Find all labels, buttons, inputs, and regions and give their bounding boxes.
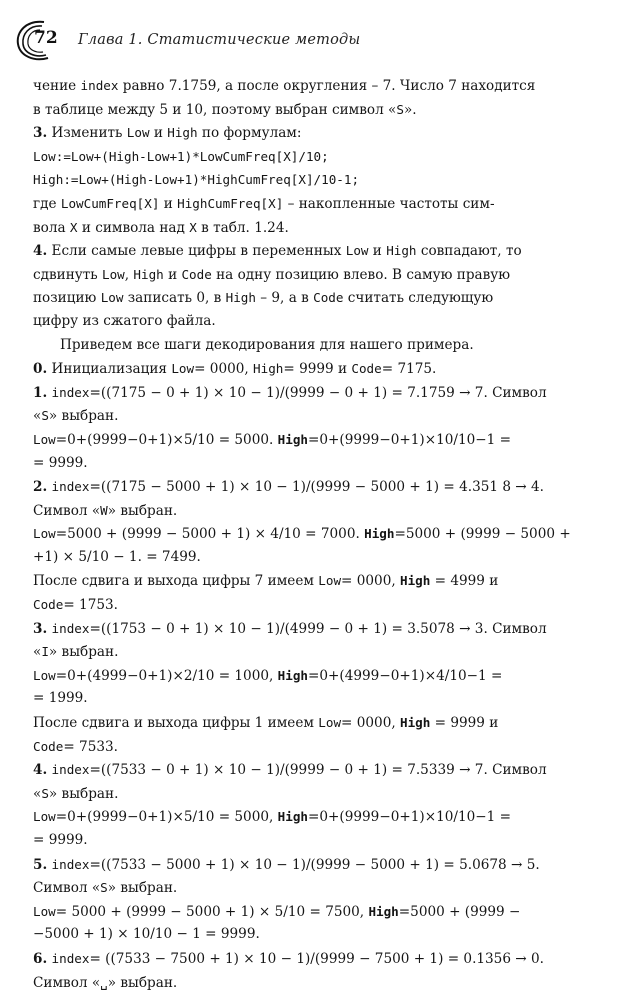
text-run: и символа над	[77, 219, 190, 236]
code-identifier: Code	[33, 738, 64, 754]
text-run: −5000 + 1) × 10/10 − 1 = 9999.	[33, 926, 260, 943]
text-run: записать 0, в	[123, 290, 226, 307]
text-line	[33, 98, 571, 122]
text-run: Символ «	[33, 974, 101, 991]
code-identifier: S	[100, 880, 108, 896]
text-line	[33, 428, 571, 452]
text-run: ,	[124, 266, 134, 283]
text-line	[33, 569, 571, 593]
step-number: 3.	[33, 125, 48, 142]
code-identifier: High	[277, 431, 308, 447]
code-identifier: index	[51, 950, 90, 966]
step-number: 0.	[33, 361, 48, 378]
text-line	[33, 758, 571, 782]
code-identifier: High:=Low+(High-Low+1)*HighCumFreq[X]/10-1;	[33, 172, 360, 188]
text-run: » выбран.	[48, 785, 119, 802]
text-run: «	[33, 785, 42, 802]
text-run: » выбран.	[48, 408, 119, 425]
code-identifier: Low	[33, 903, 56, 919]
step-number: 1.	[33, 384, 48, 401]
step-number: 5.	[33, 856, 48, 873]
text-line	[33, 711, 571, 735]
text-line	[33, 121, 571, 145]
code-identifier: High	[368, 903, 399, 919]
text-run: =5000 + (9999 −	[398, 903, 521, 920]
text-run: Если самые левые цифры в переменных	[47, 243, 346, 260]
text-run: и	[163, 266, 182, 283]
text-run: » выбран.	[48, 644, 119, 661]
text-run: Символ «	[33, 880, 101, 897]
text-run: в таблице между 5 и 10, поэтому выбран символ «	[33, 101, 397, 118]
code-identifier: High	[277, 667, 308, 683]
text-run: в табл. 1.24.	[196, 219, 289, 236]
text-line	[33, 735, 571, 759]
text-run: вола	[33, 219, 70, 236]
text-line	[33, 923, 571, 947]
text-run: =0+(9999−0+1)×10/10−1 =	[308, 431, 512, 448]
text-run: » выбран.	[107, 502, 178, 519]
text-line	[33, 404, 571, 428]
text-run: = 5000 + (9999 − 5000 + 1) × 5/10 = 7500,	[55, 903, 369, 920]
code-identifier: index	[51, 620, 90, 636]
step-number: 2.	[33, 479, 48, 496]
code-identifier: Low	[345, 243, 369, 259]
code-identifier: index	[51, 856, 90, 872]
text-run: = 0000,	[341, 573, 400, 590]
code-identifier: S	[41, 408, 49, 424]
text-line	[33, 522, 571, 546]
step-number: 6.	[33, 950, 48, 967]
text-run: =((7533 − 0 + 1) × 10 − 1)/(9999 − 0 + 1) = 7.5339 → 7. Символ	[89, 762, 547, 779]
text-line	[33, 452, 571, 476]
code-identifier: Code	[313, 290, 344, 306]
code-identifier: Code	[181, 266, 212, 282]
text-run: = ((7533 − 7500 + 1) × 10 − 1)/(9999 − 7500 + 1) = 0.1356 → 0.	[89, 950, 544, 967]
code-identifier: index	[51, 762, 90, 778]
text-run: » выбран.	[107, 974, 178, 991]
text-run: = 0000,	[341, 715, 400, 732]
code-identifier: index	[80, 78, 119, 93]
code-identifier: Low	[33, 431, 56, 447]
text-run: =0+(9999−0+1)×5/10 = 5000.	[55, 431, 278, 448]
text-run: Символ «	[33, 502, 101, 519]
code-identifier: High	[133, 266, 164, 282]
code-identifier: S	[41, 785, 49, 801]
text-run: по формулам:	[197, 125, 302, 142]
text-line	[33, 593, 571, 617]
text-line	[33, 782, 571, 806]
text-line	[33, 805, 571, 829]
text-run: равно 7.1759, а после округления – 7. Число 7 находится	[118, 78, 536, 94]
page-number: 72	[34, 28, 58, 48]
text-run: где	[33, 195, 61, 212]
text-run: = 7533.	[63, 738, 118, 755]
text-line	[33, 971, 571, 995]
text-run: =0+(9999−0+1)×10/10−1 =	[308, 809, 512, 826]
code-identifier: High	[277, 809, 308, 825]
text-line	[33, 381, 571, 405]
text-run: совпадают, то	[416, 243, 522, 260]
text-run: = 0000,	[194, 361, 254, 378]
text-run: =((7533 − 5000 + 1) × 10 − 1)/(9999 − 5000 + 1) = 5.0678 → 5.	[89, 856, 540, 873]
text-run: и	[149, 125, 168, 142]
text-run: на одну позицию влево. В самую правую	[211, 266, 511, 283]
text-run: – накопленные частоты сим-	[283, 195, 495, 212]
text-line	[33, 239, 571, 263]
code-identifier: ␣	[100, 974, 108, 990]
step-number: 3.	[33, 620, 48, 637]
text-line	[33, 192, 571, 216]
text-run: = 1999.	[33, 690, 88, 707]
text-run: = 9999 и	[430, 715, 499, 732]
text-run: = 7175.	[381, 361, 437, 378]
step-number: 4.	[33, 243, 48, 260]
text-run: +1) × 5/10 − 1. = 7499.	[33, 548, 201, 565]
page-number-badge	[14, 18, 74, 62]
text-line	[33, 310, 571, 334]
text-run: =((7175 − 5000 + 1) × 10 − 1)/(9999 − 5000 + 1) = 4.351 8 → 4.	[89, 479, 544, 496]
text-line	[33, 263, 571, 287]
text-run: После сдвига и выхода цифры 1 имеем	[33, 715, 319, 732]
text-line	[33, 900, 571, 924]
code-identifier: W	[100, 502, 108, 518]
text-run: =((7175 − 0 + 1) × 10 − 1)/(9999 − 0 + 1) = 7.1759 → 7. Символ	[89, 384, 547, 401]
text-run: После сдвига и выхода цифры 7 имеем	[33, 573, 319, 590]
chapter-title: Глава 1. Статистические методы	[78, 32, 361, 48]
code-identifier: Low	[33, 526, 56, 542]
text-run: = 9999.	[33, 832, 88, 848]
text-run: и	[368, 243, 387, 260]
text-run: » выбран.	[107, 880, 178, 897]
code-identifier: High	[364, 526, 395, 542]
code-identifier: High	[399, 573, 431, 589]
code-identifier: X	[69, 219, 78, 235]
page-header	[14, 18, 614, 62]
text-run: цифру из сжатого файла.	[33, 312, 216, 329]
code-identifier: index	[51, 384, 90, 400]
text-run: «	[33, 644, 42, 661]
text-line	[33, 168, 571, 192]
code-identifier: Low	[33, 809, 56, 825]
text-line	[33, 216, 571, 240]
text-run: сдвинуть	[33, 266, 102, 283]
code-identifier: High	[225, 290, 256, 306]
text-line	[33, 145, 571, 169]
text-run: =0+(4999−0+1)×4/10−1 =	[308, 667, 503, 684]
step-number: 4.	[33, 762, 48, 779]
text-line	[33, 687, 571, 711]
text-line	[33, 853, 571, 877]
text-run: =5000 + (9999 − 5000 +	[394, 526, 571, 543]
text-line	[33, 334, 571, 358]
text-run: =((1753 − 0 + 1) × 10 − 1)/(4999 − 0 + 1) = 3.5078 → 3. Символ	[89, 620, 547, 637]
text-run: считать следующую	[343, 290, 494, 307]
text-line	[33, 357, 571, 381]
code-identifier: I	[41, 644, 49, 660]
text-line	[33, 617, 571, 641]
code-identifier: High	[386, 243, 417, 259]
text-run: = 4999 и	[430, 573, 499, 590]
code-identifier: Low	[318, 573, 342, 589]
text-line	[33, 546, 571, 570]
code-identifier: Code	[33, 597, 64, 613]
code-identifier: Low	[126, 125, 150, 141]
code-identifier: S	[396, 101, 404, 117]
code-identifier: HighCumFreq[X]	[177, 195, 284, 211]
text-run: Инициализация	[47, 361, 172, 378]
code-identifier: High	[399, 715, 431, 731]
code-identifier: Code	[351, 361, 382, 377]
text-run: – 9, а в	[255, 290, 314, 307]
code-identifier: Low	[171, 361, 195, 377]
code-identifier: Low:=Low+(High-Low+1)*LowCumFreq[X]/10;	[33, 148, 329, 164]
text-line	[33, 286, 571, 310]
code-identifier: LowCumFreq[X]	[60, 195, 160, 211]
text-run: и	[159, 195, 178, 212]
text-run: ».	[403, 101, 417, 118]
text-run: «	[33, 408, 42, 425]
text-run: = 9999 и	[283, 361, 352, 378]
text-line	[33, 475, 571, 499]
text-line	[33, 640, 571, 664]
text-line	[33, 74, 571, 98]
text-line	[33, 664, 571, 688]
text-run: = 9999.	[33, 454, 88, 471]
code-identifier: index	[51, 479, 90, 495]
text-run: =0+(9999−0+1)×5/10 = 5000,	[55, 809, 278, 826]
text-line	[33, 499, 571, 523]
text-line	[33, 829, 571, 853]
text-run: Приведем все шаги декодирования для нашего примера.	[60, 336, 474, 353]
text-run: позицию	[33, 290, 101, 307]
page-body	[33, 74, 571, 994]
text-run: чение	[33, 78, 81, 94]
text-run: = 1753.	[63, 597, 118, 614]
text-run: =5000 + (9999 − 5000 + 1) × 4/10 = 7000.	[55, 526, 365, 543]
code-identifier: High	[167, 125, 198, 141]
code-identifier: Low	[33, 667, 56, 683]
code-identifier: Low	[102, 266, 125, 282]
code-identifier: X	[189, 219, 197, 235]
text-line	[33, 947, 571, 971]
code-identifier: Low	[318, 715, 342, 731]
text-run: =0+(4999−0+1)×2/10 = 1000,	[55, 667, 278, 684]
code-identifier: High	[253, 361, 284, 377]
code-identifier: Low	[100, 290, 124, 306]
text-line	[33, 876, 571, 900]
text-run: Изменить	[47, 125, 127, 142]
